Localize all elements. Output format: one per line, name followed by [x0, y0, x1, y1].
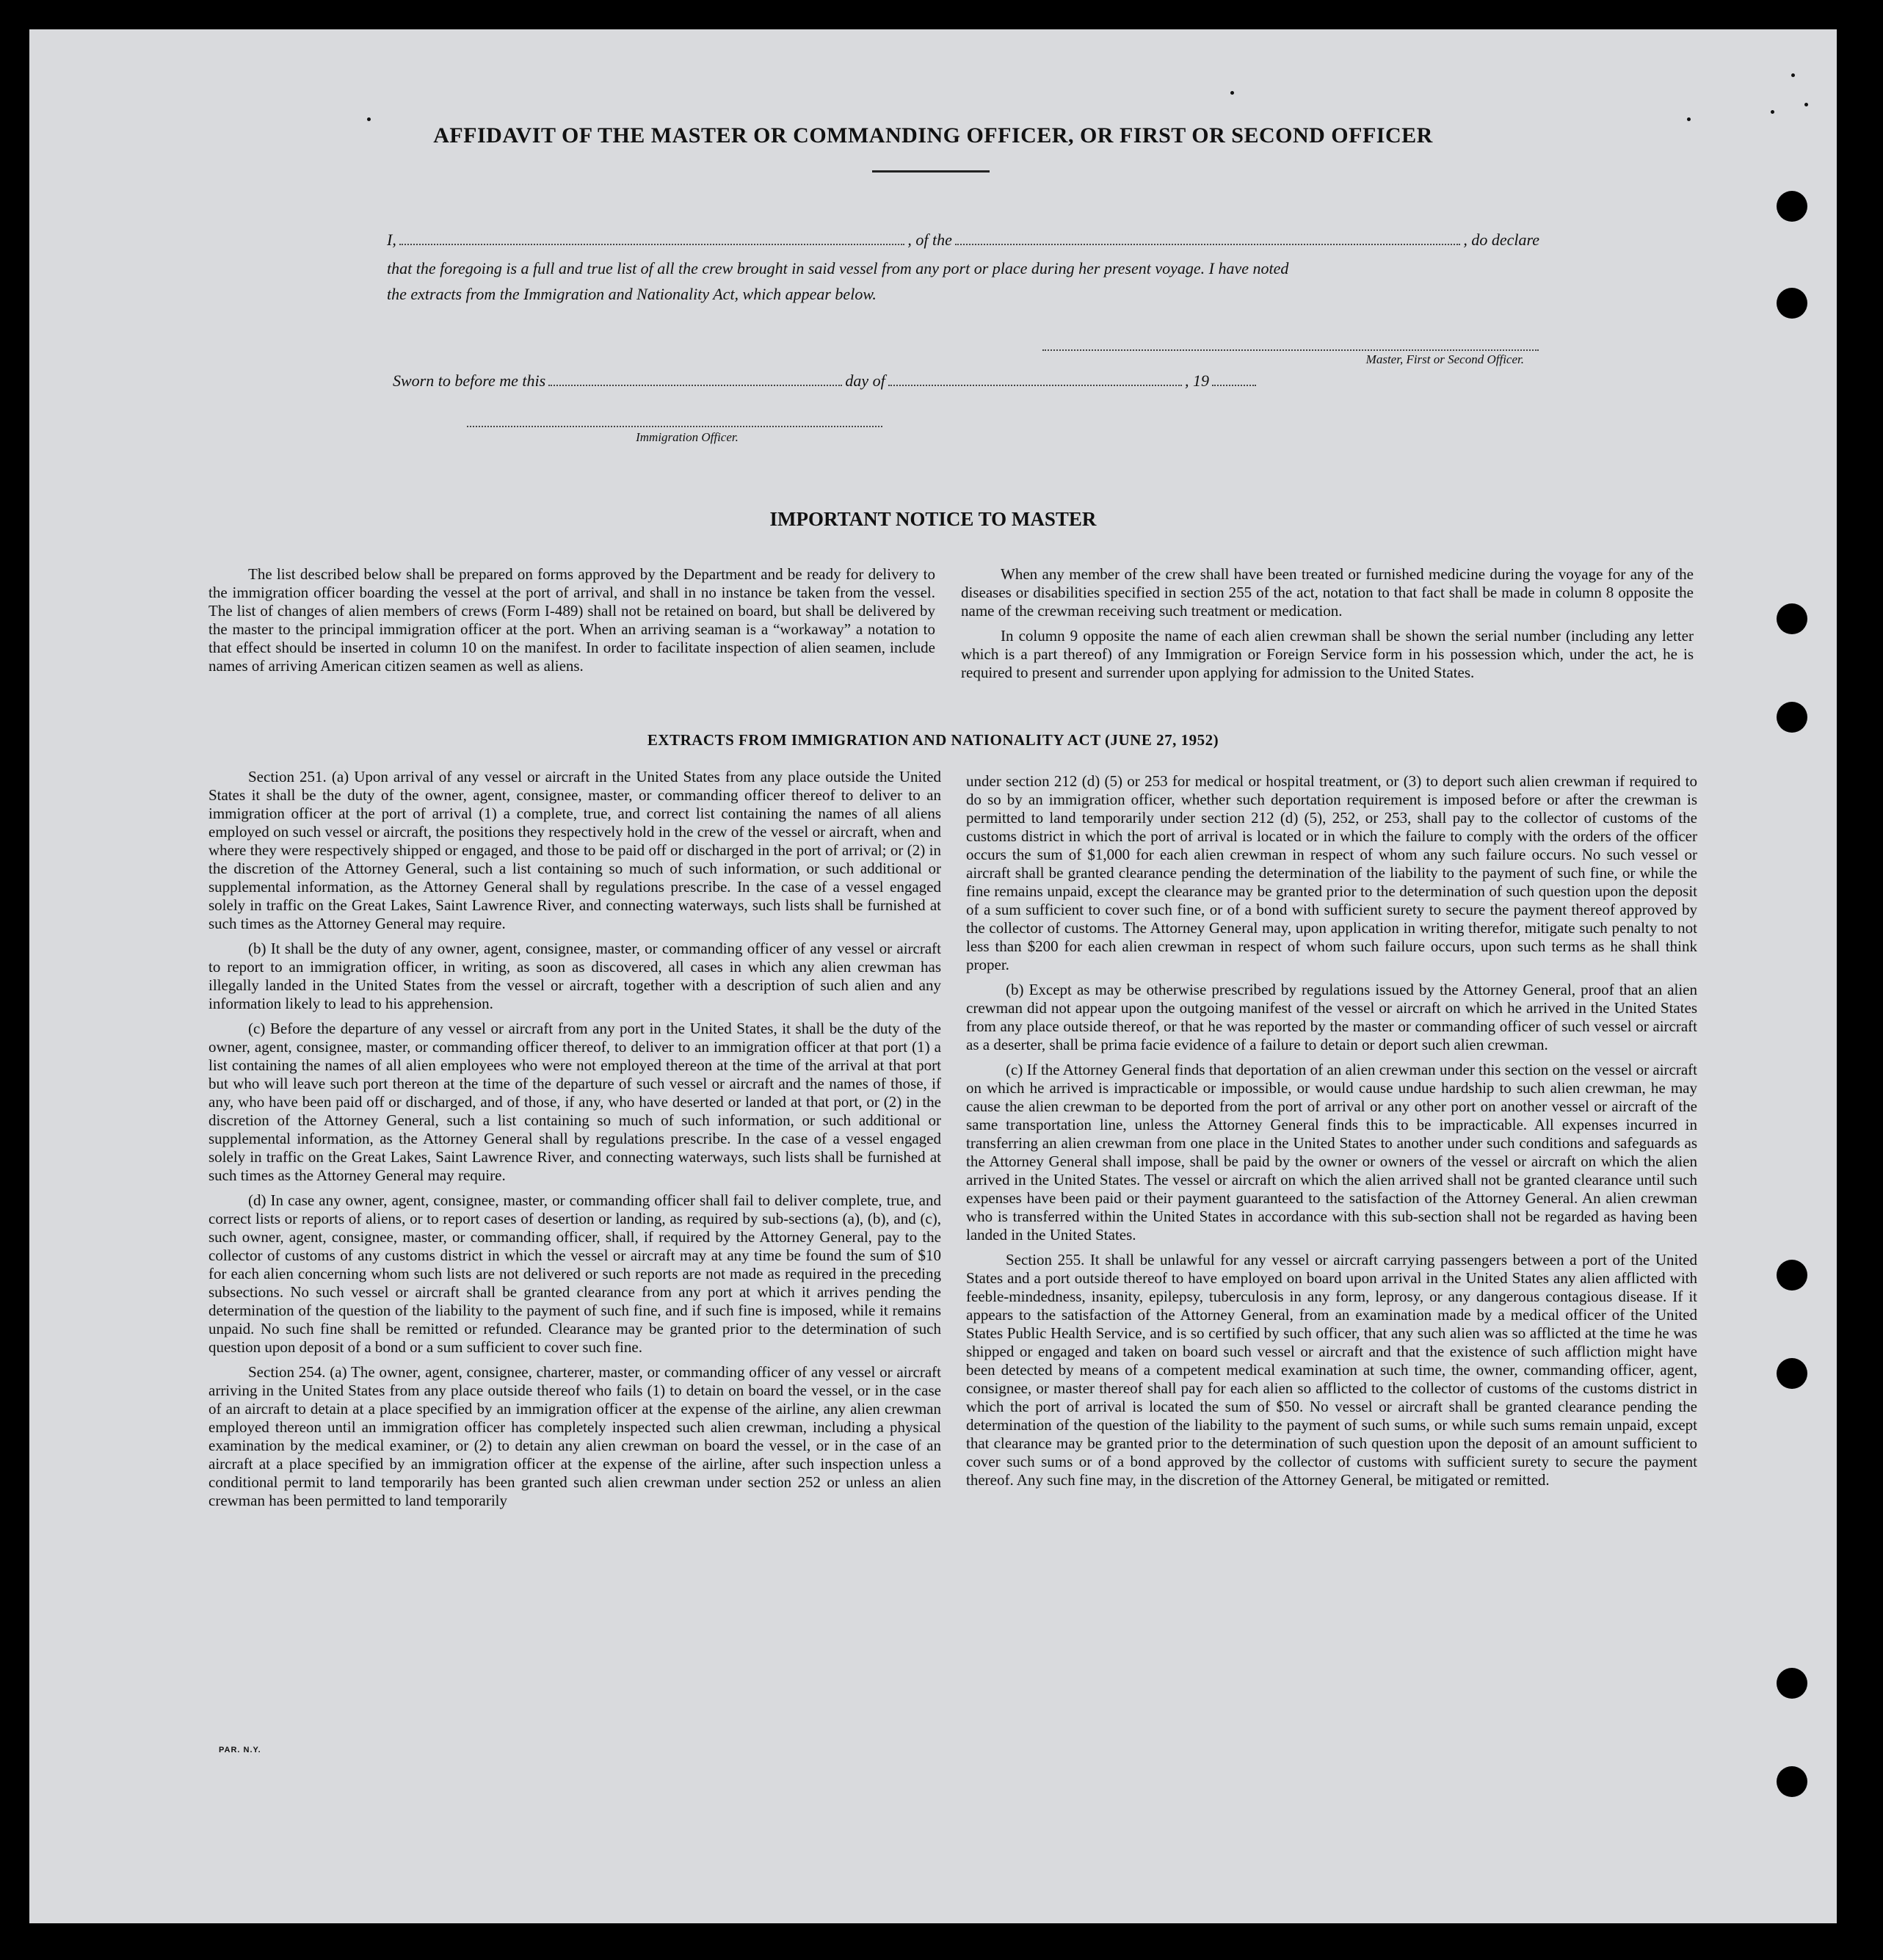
paper-speck [1230, 91, 1234, 95]
binder-hole [1777, 603, 1807, 634]
notice-paragraph: When any member of the crew shall have been treated or furnished medicine during the voyage for any of the diseases or disabilities specified in section 255 of the act, notation to that fact shall be made in column 8 opposite the name of the crewman receiving such treatment or medication. [961, 565, 1694, 620]
vessel-blank[interactable] [955, 231, 1461, 245]
declaration-line [387, 231, 1539, 250]
do-declare-label: , do declare [1463, 231, 1540, 249]
section-251a: Section 251. (a) Upon arrival of any vessel or aircraft in the United States from any place outside the United States it shall be the duty of the owner, agent, consignee, master, or commanding officer thereof to deliver to an immigration officer at the port of arrival (1) a complete, true, and correct list containing the names of all aliens employed on such vessel or aircraft, the positions they respectively hold in the crew of the vessel or aircraft, when and where they were respectively shipped or engaged, and those to be paid off or discharged in the port of arrival; or (2) in the discretion of the Attorney General, such a list containing so much of such information, or such additional or supplemental information, as the Attorney General shall by regulations prescribe. In the case of a vessel engaged solely in traffic on the Great Lakes, Saint Lawrence River, and connecting waterways, such lists shall be furnished at such times as the Attorney General may require. [208, 768, 941, 932]
day-of-label: day of [845, 371, 885, 390]
paper-speck [1771, 110, 1774, 114]
binder-hole [1777, 702, 1807, 733]
master-signature-line[interactable] [1042, 349, 1539, 351]
binder-hole [1777, 1766, 1807, 1797]
sworn-label: Sworn to before me this [393, 371, 546, 390]
notice-right-column [961, 565, 1694, 689]
affidavit-title: AFFIDAVIT OF THE MASTER OR COMMANDING OFFICER, OR FIRST OR SECOND OFFICER [433, 123, 1433, 148]
declaration-text-line-2: that the foregoing is a full and true list of all the crew brought in said vessel from any port or place during her present voyage. I have noted [387, 259, 1289, 277]
immigration-officer-signature-line[interactable] [467, 426, 882, 427]
sworn-month-blank[interactable] [888, 371, 1182, 386]
notice-paragraph: In column 9 opposite the name of each alien crewman shall be shown the serial number (including any letter which is a part thereof) of any Immigration or Foreign Service form in his possession which, under the act, he is required to present and surrender upon applying for admission to the United States. [961, 627, 1694, 681]
paper-speck [1687, 117, 1691, 121]
sworn-day-blank[interactable] [548, 371, 842, 386]
paper-speck [1791, 73, 1795, 77]
binder-hole [1777, 1358, 1807, 1389]
notice-left-column [208, 565, 935, 682]
paper-speck [1804, 103, 1808, 106]
paper-speck [367, 117, 371, 121]
section-254a: Section 254. (a) The owner, agent, consignee, charterer, master, or commanding officer of any vessel or aircraft arriving in the United States from any place outside thereof who fails (1) to detain on board the vessel, or in the case of an aircraft to detain at a place specified by an immigration officer at the expense of the airline, any alien crewman employed thereon until an immigration officer has completely inspected such alien crewman, including a physical examination by the medical examiner, or (2) to detain any alien crewman on board the vessel, or in the case of an aircraft at a place specified by an immigration officer at the expense of the airline, after such inspection unless a conditional permit to land temporarily has been granted such alien crewman under section 252 or unless an alien crewman has been permitted to land temporarily [208, 1363, 941, 1509]
document-page [29, 29, 1837, 1923]
sworn-line [393, 371, 1259, 391]
sworn-year-blank[interactable] [1212, 371, 1256, 386]
extracts-right-column [966, 772, 1697, 1496]
immigration-officer-label: Immigration Officer. [636, 430, 739, 444]
notice-paragraph: The list described below shall be prepared on forms approved by the Department and be ready for delivery to the immigration officer boarding the vessel at the port of arrival, and shall in no instance be taken from the vessel. The list of changes of alien members of crews (Form I-489) shall not be retained on board, but shall be delivered by the master to the principal immigration officer at the port. When an arriving seaman is a “workaway” a notation to that effect should be inserted in column 10 on the manifest. In order to facilitate inspection of alien seamen, include names of arriving American citizen seamen as well as aliens. [208, 565, 935, 675]
declaration-text-line-3: the extracts from the Immigration and Nationality Act, which appear below. [387, 285, 877, 303]
binder-hole [1777, 1260, 1807, 1291]
binder-hole [1777, 1668, 1807, 1699]
section-251c: (c) Before the departure of any vessel or aircraft from any port in the United States, it shall be the duty of the owner, agent, consignee, master, or commanding officer thereof, to deliver to an immigration officer at that port (1) a list containing the names of all alien employees who were not employed thereon at the time of the arrival at that port but who will leave such port thereon at the time of the departure of such vessel or aircraft and the names of those, if any, who have been paid off or discharged, and of those, if any, who have deserted or landed at that port, or (2) in the discretion of the Attorney General, such a list containing so much of such information, or such additional or supplemental information, as the Attorney General shall by regulations prescribe. In the case of a vessel engaged solely in traffic on the Great Lakes, Saint Lawrence River, and connecting waterways, such lists shall be furnished at such times as the Attorney General may require. [208, 1020, 941, 1184]
title-underline [872, 170, 990, 173]
section-251d: (d) In case any owner, agent, consignee, master, or commanding officer shall fail to deliver complete, true, and correct lists or reports of aliens, or to report cases of desertion or landing, as required by sub-sections (a), (b), and (c), such owner, agent, consignee, master, or commanding officer, shall, if required by the Attorney General, pay to the collector of customs of any customs district in which the vessel or aircraft may at any time be found the sum of $10 for each alien concerning whom such lists are not delivered or such reports are not made as required in the preceding subsections. No such vessel or aircraft shall be granted clearance from any port at which it arrives pending the determination of the question of the liability to the payment of such fine, and if such fine is imposed, while it remains unpaid. No such fine shall be remitted or refunded. Clearance may be granted prior to the determination of such question upon deposit of a bond or a sum sufficient to cover such fine. [208, 1191, 941, 1356]
notice-title: IMPORTANT NOTICE TO MASTER [769, 508, 1097, 530]
binder-hole [1777, 288, 1807, 319]
section-255: Section 255. It shall be unlawful for any vessel or aircraft carrying passengers between a port of the United States and a port outside thereof to have employed on board upon arrival in the United States any alien afflicted with feeble-mindedness, insanity, epilepsy, tuberculosis in any form, leprosy, or any dangerous contagious disease. If it appears to the satisfaction of the Attorney General, from an examination made by a medical officer of the United States Public Health Service, and is so certified by such officer, that any such alien was so afflicted at the time he was shipped or engaged and taken on board such vessel or aircraft and that the existence of such affliction might have been detected by means of a competent medical examination at such time, the owner, commanding officer, agent, consignee, or master thereof shall pay for each alien so afflicted to the collector of customs of the customs district in which the port of arrival is located the sum of $50. No vessel or aircraft shall be granted clearance pending the determination of the question of the liability to the payment of such sums, or while such sums remain unpaid, except that clearance may be granted prior to the determination of such question upon the deposit of an amount sufficient to cover such sums or of a bond approved by the collector of customs with sufficient surety to secure the payment thereof. Any such fine may, in the discretion of the Attorney General, be mitigated or remitted. [966, 1251, 1697, 1489]
binder-hole [1777, 191, 1807, 222]
name-blank[interactable] [399, 231, 905, 245]
extracts-left-column [208, 768, 941, 1517]
year-prefix: , 19 [1185, 371, 1210, 390]
extracts-title: EXTRACTS FROM IMMIGRATION AND NATIONALITY ACT (JUNE 27, 1952) [647, 731, 1219, 749]
master-signature-label: Master, First or Second Officer. [1365, 352, 1524, 366]
printer-mark: PAR. N.Y. [219, 1746, 261, 1754]
section-254c: (c) If the Attorney General finds that deportation of an alien crewman under this section on the vessel or aircraft on which he arrived is impracticable or impossible, or would cause undue hardship to such alien crewman, he may cause the alien crewman to be deported from the port of arrival or any other port on another vessel or aircraft of the same transportation line, unless the Attorney General finds this to be impracticable. All expenses incurred in transferring an alien crewman from one place in the United States to another under such conditions and safeguards as the Attorney General shall impose, shall be paid by the owner or owners of the vessel or aircraft on which the alien arrived in the United States. The vessel or aircraft on which the alien arrived shall not be granted clearance until such expenses have been paid or their payment guaranteed to the satisfaction of the Attorney General. An alien crewman who is transferred within the United States in accordance with this sub-section shall not be regarded as having been landed in the United States. [966, 1061, 1697, 1244]
section-254b: (b) Except as may be otherwise prescribed by regulations issued by the Attorney General, proof that an alien crewman did not appear upon the outgoing manifest of the vessel or aircraft on which he arrived in the United States from any place outside thereof, or that he was reported by the master or commanding officer of such vessel or aircraft as a deserter, shall be prima facie evidence of a failure to detain or deport such alien crewman. [966, 981, 1697, 1053]
section-254a-continued: under section 212 (d) (5) or 253 for medical or hospital treatment, or (3) to deport such alien crewman if required to do so by an immigration officer, whether such deportation requirement is imposed before or after the crewman is permitted to land temporarily under section 212 (d) (5), 252, or 253, shall pay to the collector of customs of the customs district in which the port of arrival is located or in which the failure to comply with the orders of the officer occurs the sum of $1,000 for each alien crewman in respect of whom any such failure occurs. No such vessel or aircraft shall be granted clearance pending the determination of the liability to the payment of such fine, or while the fine remains unpaid, except the clearance may be granted prior to the determination of such question upon the deposit of a sum sufficient to cover such fine, or of a bond with sufficient surety to secure the payment thereof approved by the collector of customs. The Attorney General may, upon application in writing therefor, mitigate such penalty to not less than $200 for each alien crewman in respect of whom such failure occurs, upon such terms as he shall think proper. [966, 772, 1697, 973]
section-251b: (b) It shall be the duty of any owner, agent, consignee, master, or commanding officer of any vessel or aircraft to report to an immigration officer, in writing, as soon as discovered, all cases in which any alien crewman has illegally landed in the United States from the vessel or aircraft, together with a description of such alien and any information likely to lead to his apprehension. [208, 940, 941, 1012]
of-the-label: , of the [907, 231, 952, 249]
i-label: I, [387, 231, 396, 249]
